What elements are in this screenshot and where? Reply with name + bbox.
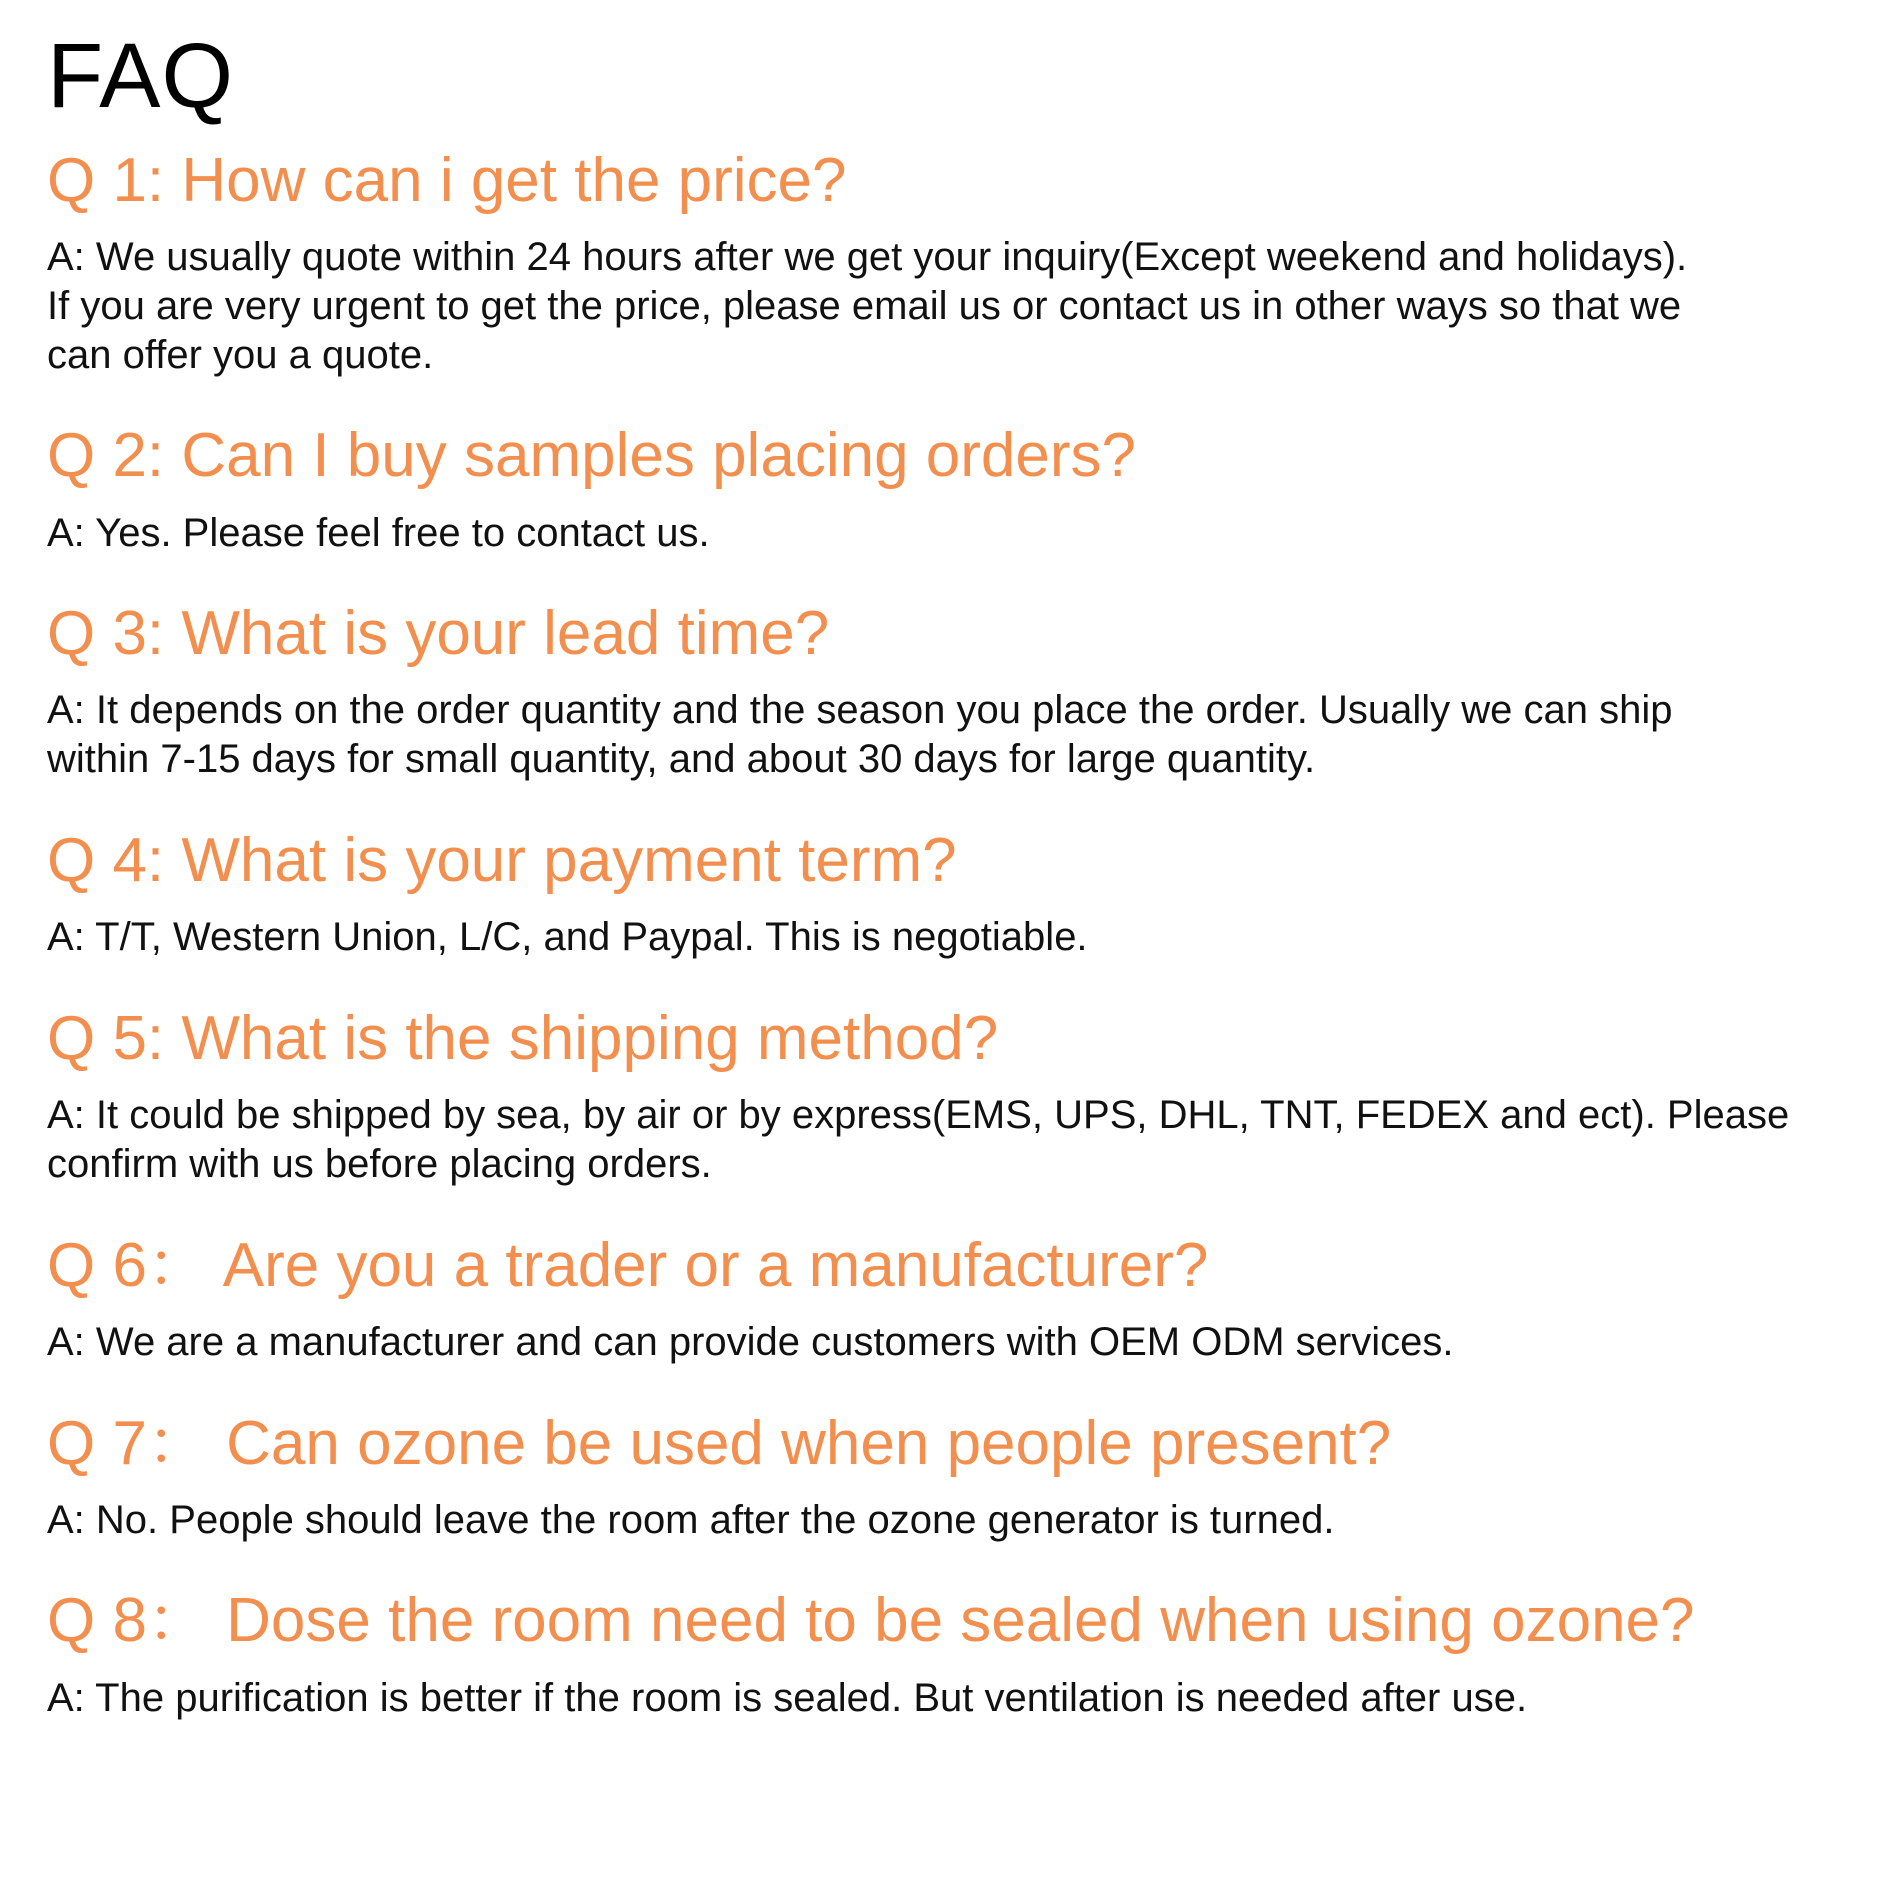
question-8: Q 8： Dose the room need to be sealed when using ozone? bbox=[47, 1586, 1695, 1656]
question-4: Q 4: What is your payment term? bbox=[47, 826, 957, 896]
question-5: Q 5: What is the shipping method? bbox=[47, 1003, 999, 1073]
faq-item-3 bbox=[47, 601, 1887, 784]
question-1: Q 1: How can i get the price? bbox=[47, 146, 847, 215]
faq-item-7 bbox=[47, 1408, 1887, 1545]
question-2: Q 2: Can I buy samples placing orders? bbox=[47, 421, 1136, 491]
answer-6: A: We are a manufacturer and can provide customers with OEM ODM services. bbox=[47, 1319, 1454, 1364]
answer-4: A: T/T, Western Union, L/C, and Paypal. This is negotiable. bbox=[47, 915, 1088, 960]
answer-3: A: It depends on the order quantity and the season you place the order. Usually we can ship within 7-15 days for small quantity, and about 30 days for large quantity. bbox=[47, 688, 1673, 782]
faq-item-1 bbox=[47, 148, 1887, 379]
faq-item-4 bbox=[47, 828, 1887, 962]
answer-1: A: We usually quote within 24 hours after we get your inquiry(Except weekend and holidays). If you are very urgent to get the price, please email us or contact us in other ways so that we can offer you a quote. bbox=[47, 235, 1688, 377]
faq-page bbox=[47, 25, 1887, 1722]
faq-item-5 bbox=[47, 1003, 1887, 1189]
faq-item-2 bbox=[47, 423, 1887, 557]
question-6: Q 6： Are you a trader or a manufacturer? bbox=[47, 1230, 1209, 1300]
faq-item-8 bbox=[47, 1588, 1887, 1722]
answer-7: A: No. People should leave the room after the ozone generator is turned. bbox=[47, 1497, 1335, 1542]
question-7: Q 7： Can ozone be used when people present? bbox=[47, 1408, 1392, 1478]
answer-8: A: The purification is better if the room is sealed. But ventilation is needed after use. bbox=[47, 1675, 1528, 1720]
page-title: FAQ bbox=[47, 25, 235, 127]
answer-2: A: Yes. Please feel free to contact us. bbox=[47, 510, 710, 555]
question-3: Q 3: What is your lead time? bbox=[47, 599, 830, 669]
answer-5: A: It could be shipped by sea, by air or by express(EMS, UPS, DHL, TNT, FEDEX and ect). Please confirm with us before placing orders. bbox=[47, 1093, 1790, 1186]
faq-item-6 bbox=[47, 1230, 1887, 1367]
